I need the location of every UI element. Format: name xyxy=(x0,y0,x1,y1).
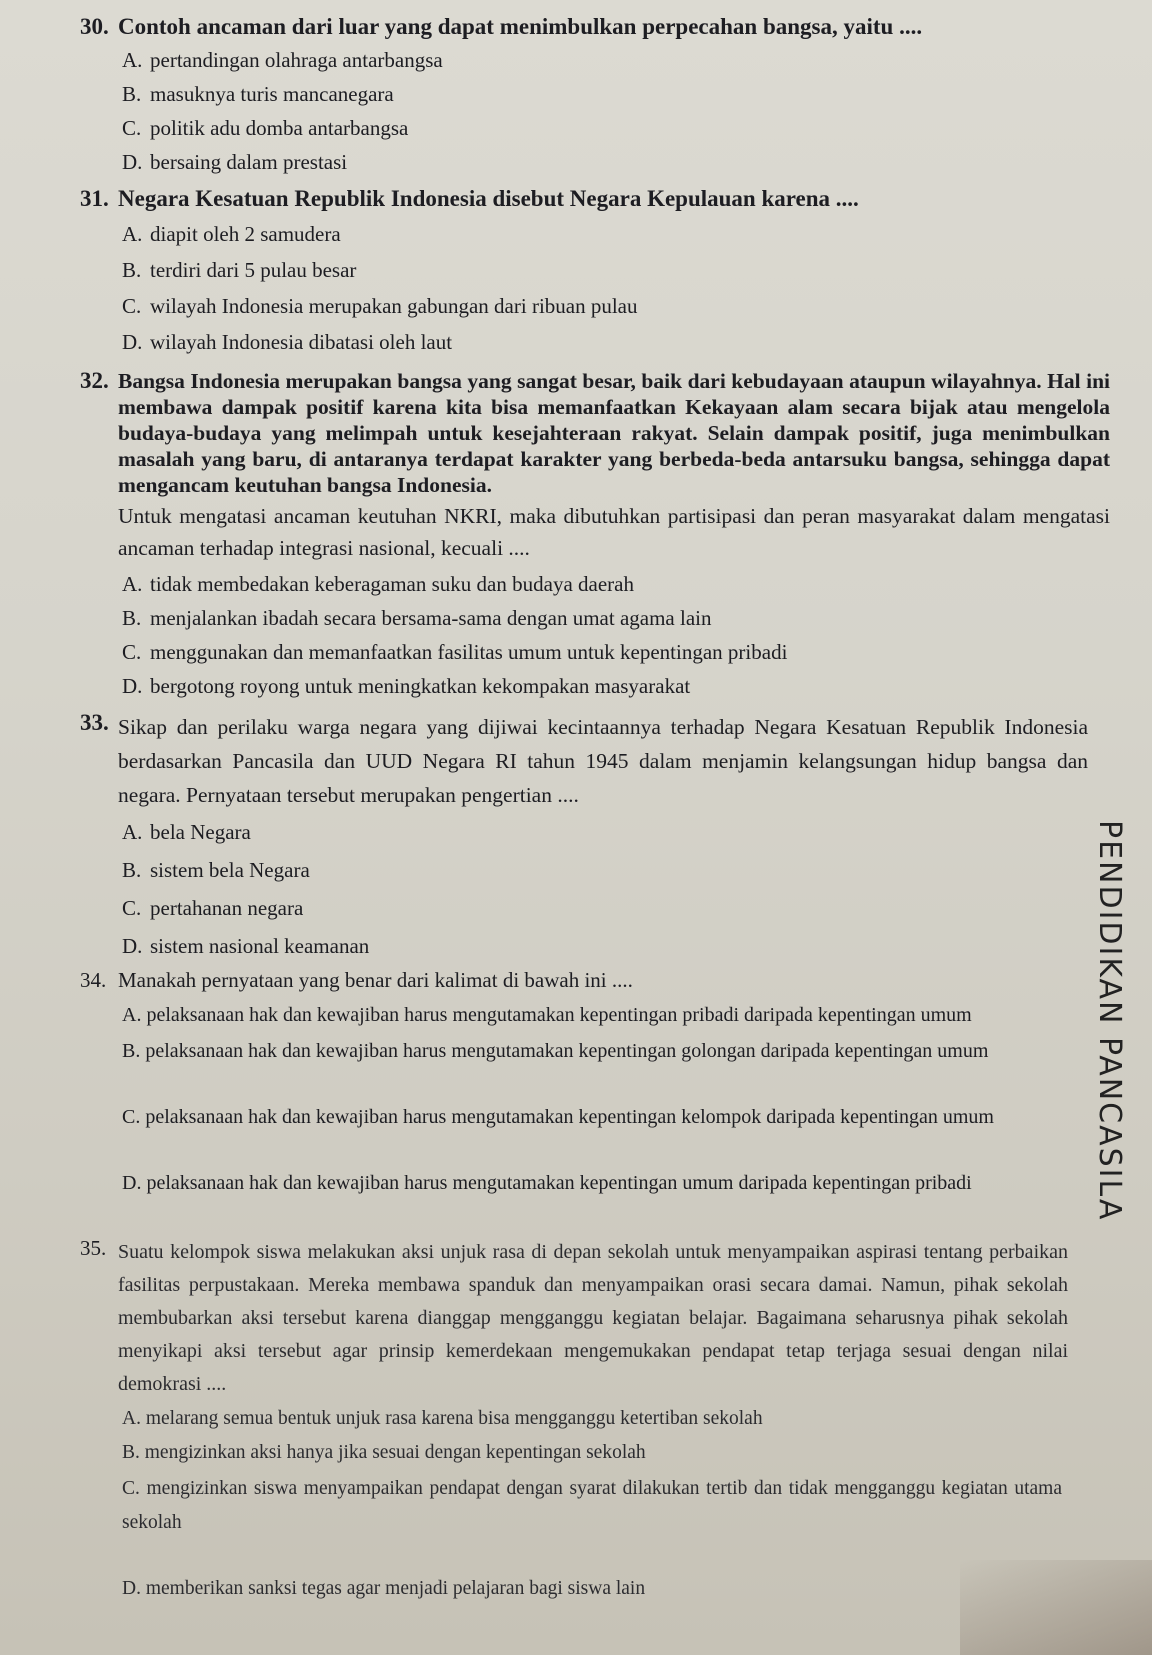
question-31-option-b: B. terdiri dari 5 pulau besar xyxy=(122,258,357,282)
question-32-option-d: D. bergotong royong untuk meningkatkan kekompakan masyarakat xyxy=(122,674,691,698)
question-35-paragraph: Suatu kelompok siswa melakukan aksi unjuk rasa di depan sekolah untuk menyampaikan aspirasi tentang perbaikan fasilitas perpustakaan. Mereka membawa spanduk dan menyampaikan orasi secara damai. Namun, pihak sekolah membubarkan aksi tersebut karena dianggap mengganggu kegiatan belajar. Bagaimana seharusnya pihak sekolah menyikapi aksi tersebut agar prinsip kemerdekaan mengemukakan pendapat tetap terjaga sesuai dengan nilai demokrasi .... xyxy=(118,1241,1068,1395)
question-32-option-a: A. tidak membedakan keberagaman suku dan budaya daerah xyxy=(122,572,634,596)
question-34-option-c: C. pelaksanaan hak dan kewajiban harus mengutamakan kepentingan kelompok daripada kepentingan umum xyxy=(122,1106,994,1128)
question-34-option-d: D. pelaksanaan hak dan kewajiban harus mengutamakan kepentingan umum daripada kepentingan pribadi xyxy=(122,1172,972,1194)
question-34-number: 34. xyxy=(80,968,107,992)
question-30-option-a: A. pertandingan olahraga antarbangsa xyxy=(122,48,443,72)
question-35-option-a: A. melarang semua bentuk unjuk rasa karena bisa mengganggu ketertiban sekolah xyxy=(122,1408,763,1429)
question-32-option-b: B. menjalankan ibadah secara bersama-sama dengan umat agama lain xyxy=(122,606,712,630)
question-31-stem: Negara Kesatuan Republik Indonesia disebut Negara Kepulauan karena .... xyxy=(118,186,859,211)
question-32-paragraph-1: Bangsa Indonesia merupakan bangsa yang sangat besar, baik dari kebudayaan ataupun wilayahnya. Hal ini membawa dampak positif karena kita bisa memanfaatkan Kekayaan alam secara bijak atau mengelola budaya-budaya yang melimpah untuk kesejahteraan rakyat. Selain dampak positif, juga menimbulkan masalah yang baru, di antaranya terdapat karakter yang berbeda-beda antarsuku bangsa, sehingga dapat mengancam keutuhan bangsa Indonesia. xyxy=(118,369,1110,497)
question-30-option-d: D. bersaing dalam prestasi xyxy=(122,150,348,174)
handwritten-subject-note: PENDIDIKAN PANCASILA xyxy=(1092,820,1127,1222)
question-30-number: 30. xyxy=(80,14,109,39)
question-33-number: 33. xyxy=(80,710,109,735)
question-30-option-b: B. masuknya turis mancanegara xyxy=(122,82,394,106)
question-33-option-b: B. sistem bela Negara xyxy=(122,858,310,882)
question-33-paragraph: Sikap dan perilaku warga negara yang dijiwai kecintaannya terhadap Negara Kesatuan Republik Indonesia berdasarkan Pancasila dan UUD Negara RI tahun 1945 dalam menjamin kelangsungan hidup bangsa dan negara. Pernyataan tersebut merupakan pengertian .... xyxy=(118,715,1088,807)
question-32-paragraph-2: Untuk mengatasi ancaman keutuhan NKRI, maka dibutuhkan partisipasi dan peran masyarakat dalam mengatasi ancaman terhadap integrasi nasional, kecuali .... xyxy=(118,504,1110,560)
page-shadow xyxy=(960,1560,1152,1655)
question-30-stem: Contoh ancaman dari luar yang dapat menimbulkan perpecahan bangsa, yaitu .... xyxy=(118,14,923,39)
question-34-option-b: B. pelaksanaan hak dan kewajiban harus mengutamakan kepentingan golongan daripada kepentingan umum xyxy=(122,1040,989,1062)
question-31-option-a: A. diapit oleh 2 samudera xyxy=(122,222,341,246)
question-35-option-b: B. mengizinkan aksi hanya jika sesuai dengan kepentingan sekolah xyxy=(122,1442,646,1463)
question-32-option-c: C. menggunakan dan memanfaatkan fasilitas umum untuk kepentingan pribadi xyxy=(122,640,788,664)
question-30-option-c: C. politik adu domba antarbangsa xyxy=(122,116,409,140)
question-35-number: 35. xyxy=(80,1236,107,1260)
question-31-option-c: C. wilayah Indonesia merupakan gabungan dari ribuan pulau xyxy=(122,294,638,318)
question-33-option-d: D. sistem nasional keamanan xyxy=(122,934,370,958)
question-31-option-d: D. wilayah Indonesia dibatasi oleh laut xyxy=(122,330,453,354)
question-34-option-a: A. pelaksanaan hak dan kewajiban harus mengutamakan kepentingan pribadi daripada kepentingan umum xyxy=(122,1004,972,1026)
question-33-option-a: A. bela Negara xyxy=(122,820,251,844)
question-35-option-c: C. mengizinkan siswa menyampaikan pendapat dengan syarat dilakukan tertib dan tidak mengganggu kegiatan utama sekolah xyxy=(122,1478,1063,1533)
question-35-option-d: D. memberikan sanksi tegas agar menjadi pelajaran bagi siswa lain xyxy=(122,1578,646,1599)
question-32-number: 32. xyxy=(80,368,109,393)
question-33-option-c: C. pertahanan negara xyxy=(122,896,304,920)
question-34-stem: Manakah pernyataan yang benar dari kalimat di bawah ini .... xyxy=(118,968,633,992)
question-31-number: 31. xyxy=(80,186,109,211)
